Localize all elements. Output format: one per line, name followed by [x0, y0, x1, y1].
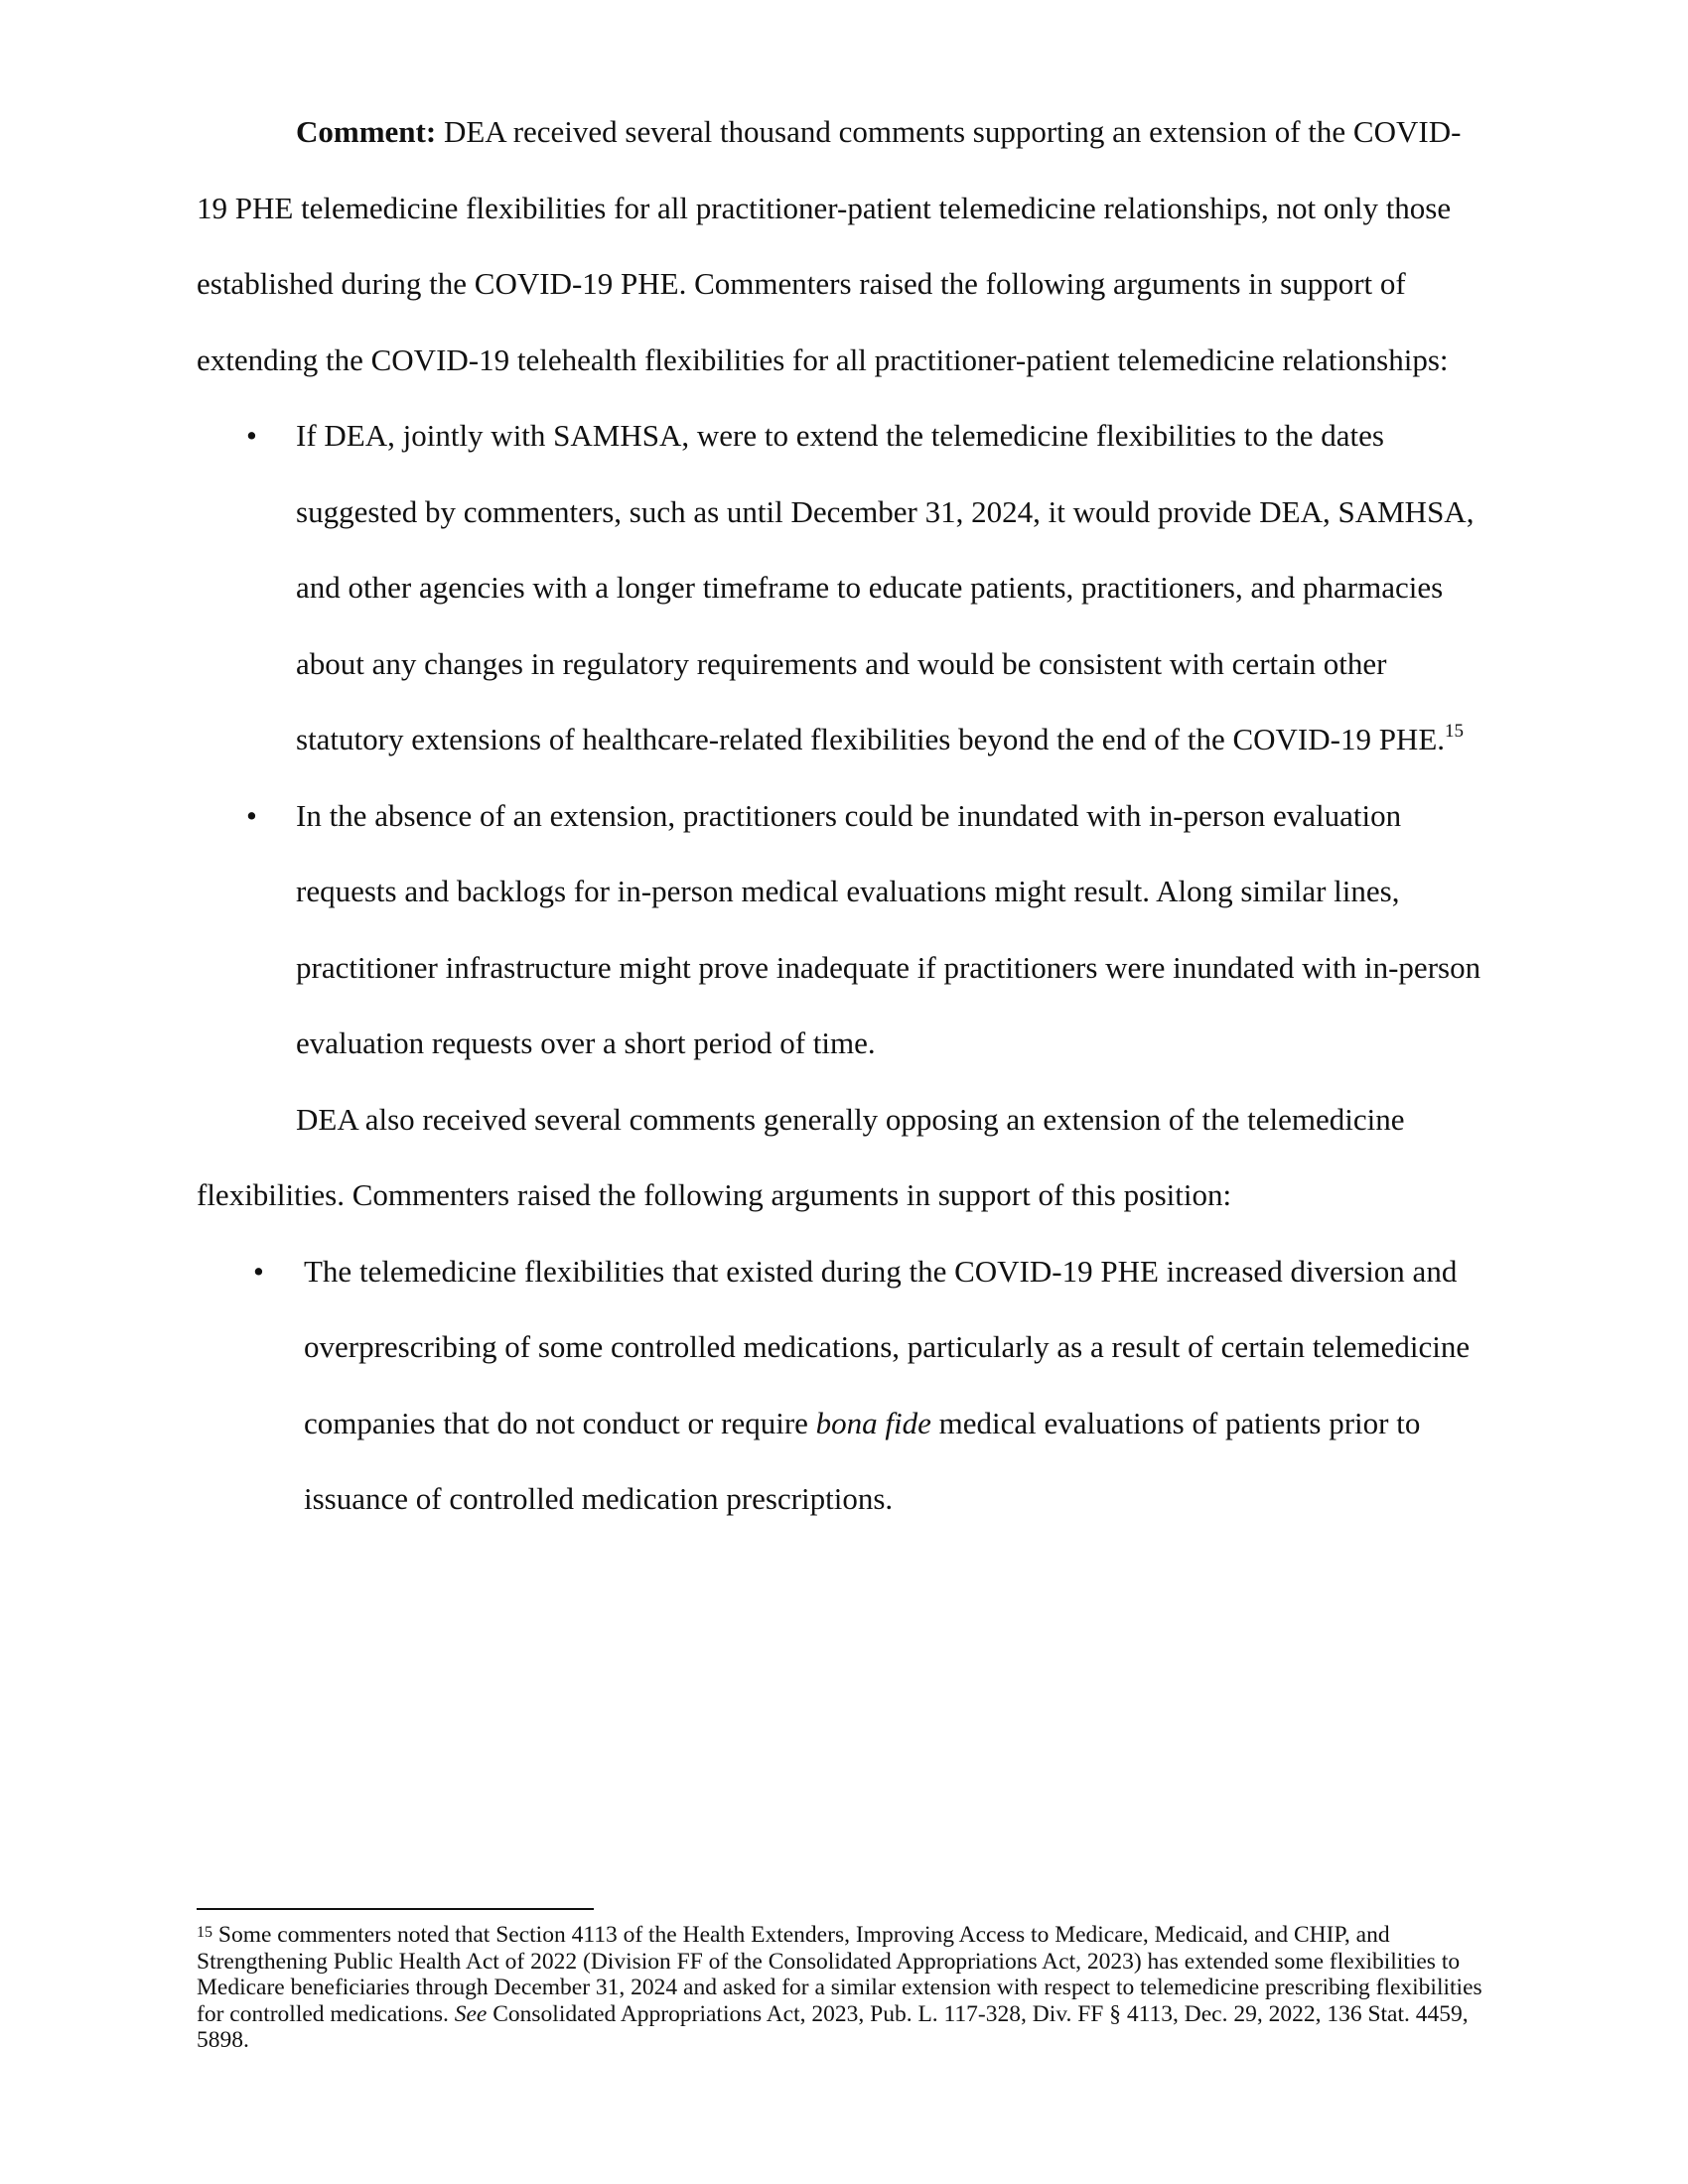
- italic-term: bona fide: [815, 1405, 931, 1440]
- opposing-paragraph: [197, 1082, 1489, 1234]
- argument-text: The telemedicine flexibilities that existed during the COVID-19 PHE increased diversion and overprescribing of some controlled medications, particularly as a result of certain telemedicine companies that do not conduct or require: [304, 1253, 1471, 1440]
- comment-text: DEA received several thousand comments supporting an extension of the COVID-19 PHE telemedicine flexibilities for all practitioner-patient telemedicine relationships, not only those established during the COVID-19 PHE. Commenters raised the following arguments in support of extending the COVID-19 telehealth flexibilities for all practitioner-patient telemedicine relationships:: [197, 114, 1462, 377]
- footnote-separator: [197, 1908, 594, 1910]
- list-item: [197, 398, 1489, 778]
- footnote-text: Some commenters noted that Section 4113 of the Health Extenders, Improving Access to Medicare, Medicaid, and CHIP, and Strengthening Public Health Act of 2022 (Division FF of the Consolidated Appropriations Act, 2023) has extended some flexibilities to Medicare beneficiaries through December 31, 2024 and asked for a similar extension with respect to telemedicine prescribing flexibilities for controlled medications.: [197, 1922, 1482, 2027]
- body-text: [197, 94, 1489, 1538]
- support-arguments-list: [197, 398, 1489, 1082]
- footnote-reference[interactable]: 15: [1445, 721, 1465, 742]
- bullet-icon: •: [246, 418, 257, 453]
- footnote-italic-see: See: [454, 2000, 488, 2027]
- comment-label: Comment:: [296, 114, 437, 149]
- bullet-icon: •: [253, 1253, 264, 1289]
- opposing-text: DEA also received several comments generally opposing an extension of the telemedicine flexibilities. Commenters raised the following arguments in support of this position:: [197, 1101, 1405, 1212]
- argument-text: In the absence of an extension, practitioners could be inundated with in-person evaluation requests and backlogs for in-person medical evaluations might result. Along similar lines, practitioner infrastructure might prove inadequate if practitioners were inundated with in-person evaluation requests over a short period of time.: [296, 797, 1481, 1060]
- argument-text: If DEA, jointly with SAMHSA, were to extend the telemedicine flexibilities to the dates suggested by commenters, such as until December 31, 2024, it would provide DEA, SAMHSA, and other agencies with a longer timeframe to educate patients, practitioners, and pharmacies about any changes in regulatory requirements and would be consistent with certain other statutory extensions of healthcare-related flexibilities beyond the end of the COVID-19 PHE.: [296, 418, 1475, 756]
- list-item: [197, 778, 1489, 1082]
- list-item: [197, 1234, 1489, 1538]
- footnote: [197, 1922, 1489, 2054]
- bullet-icon: •: [246, 797, 257, 833]
- opposing-arguments-list: [197, 1234, 1489, 1538]
- footnote-citation: Consolidated Appropriations Act, 2023, Pub. L. 117-328, Div. FF § 4113, Dec. 29, 2022, 136 Stat. 4459, 5898.: [197, 2000, 1469, 2053]
- footnote-number: 15: [197, 1924, 212, 1941]
- comment-paragraph: [197, 94, 1489, 398]
- argument-text-end: medical evaluations of patients prior to issuance of controlled medication prescriptions.: [304, 1405, 1421, 1516]
